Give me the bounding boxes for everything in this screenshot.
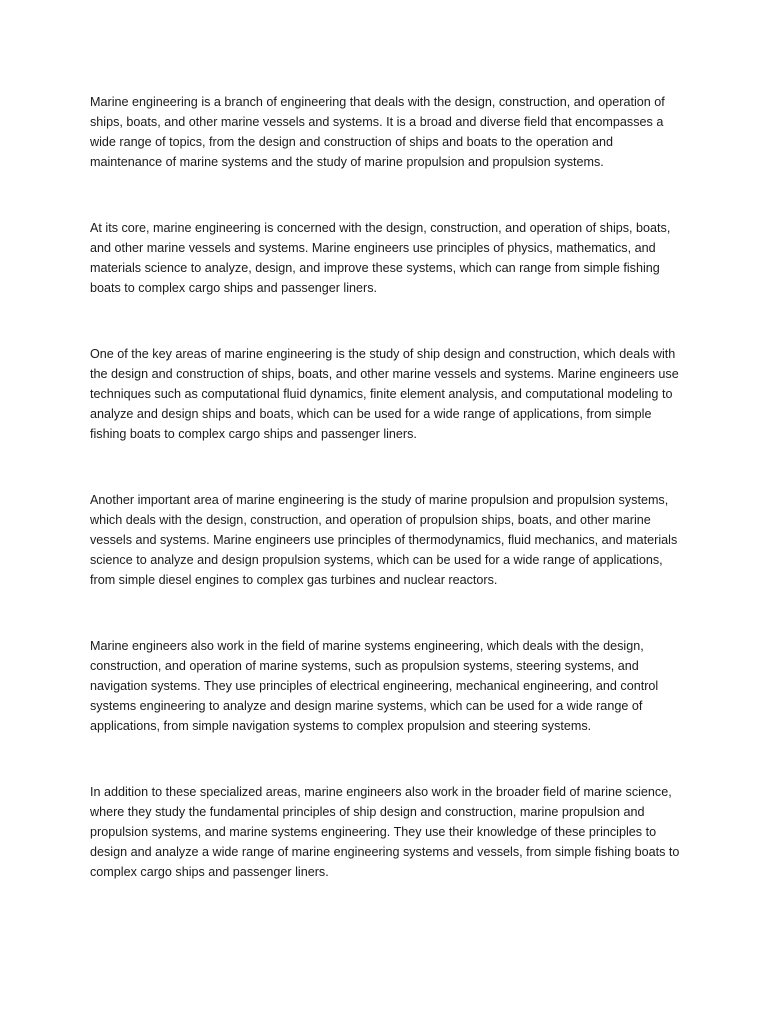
paragraph-core: At its core, marine engineering is concerned with the design, construction, and operation of ships, boats, and other marine vessels and systems. Marine engineers use principles of physics, mathematics, and materials science to analyze, design, and improve these systems, which can range from simple fishing boats to complex cargo ships and passenger liners. (90, 221, 671, 295)
paragraph-marine-systems: Marine engineers also work in the field of marine systems engineering, which deals with the design, construction, and operation of marine systems, such as propulsion systems, steering systems, and navigation systems. They use principles of electrical engineering, mechanical engineering, and control systems engineering to analyze and design marine systems, which can be used for a wide range of applications, from simple navigation systems to complex propulsion and steering systems. (90, 639, 659, 733)
paragraph-propulsion: Another important area of marine engineering is the study of marine propulsion and propulsion systems, which deals with the design, construction, and operation of propulsion ships, boats, and other marine vessels and systems. Marine engineers use principles of thermodynamics, fluid mechanics, and materials science to analyze and design propulsion systems, which can be used for a wide range of applications, from simple diesel engines to complex gas turbines and nuclear reactors. (90, 493, 678, 587)
paragraph-marine-science: In addition to these specialized areas, marine engineers also work in the broader field of marine science, where they study the fundamental principles of ship design and construction, marine propulsion and propulsion systems, and marine systems engineering. They use their knowledge of these principles to design and analyze a wide range of marine engineering systems and vessels, from simple fishing boats to complex cargo ships and passenger liners. (90, 785, 680, 879)
document-body (90, 92, 682, 928)
paragraph-ship-design: One of the key areas of marine engineering is the study of ship design and construction, which deals with the design and construction of ships, boats, and other marine vessels and systems. Marine engineers use techniques such as computational fluid dynamics, finite element analysis, and computational modeling to analyze and design ships and boats, which can be used for a wide range of applications, from simple fishing boats to complex cargo ships and passenger liners. (90, 347, 679, 441)
paragraph-intro: Marine engineering is a branch of engineering that deals with the design, construction, and operation of ships, boats, and other marine vessels and systems. It is a broad and diverse field that encompasses a wide range of topics, from the design and construction of ships and boats to the operation and maintenance of marine systems and the study of marine propulsion and propulsion systems. (90, 95, 665, 169)
